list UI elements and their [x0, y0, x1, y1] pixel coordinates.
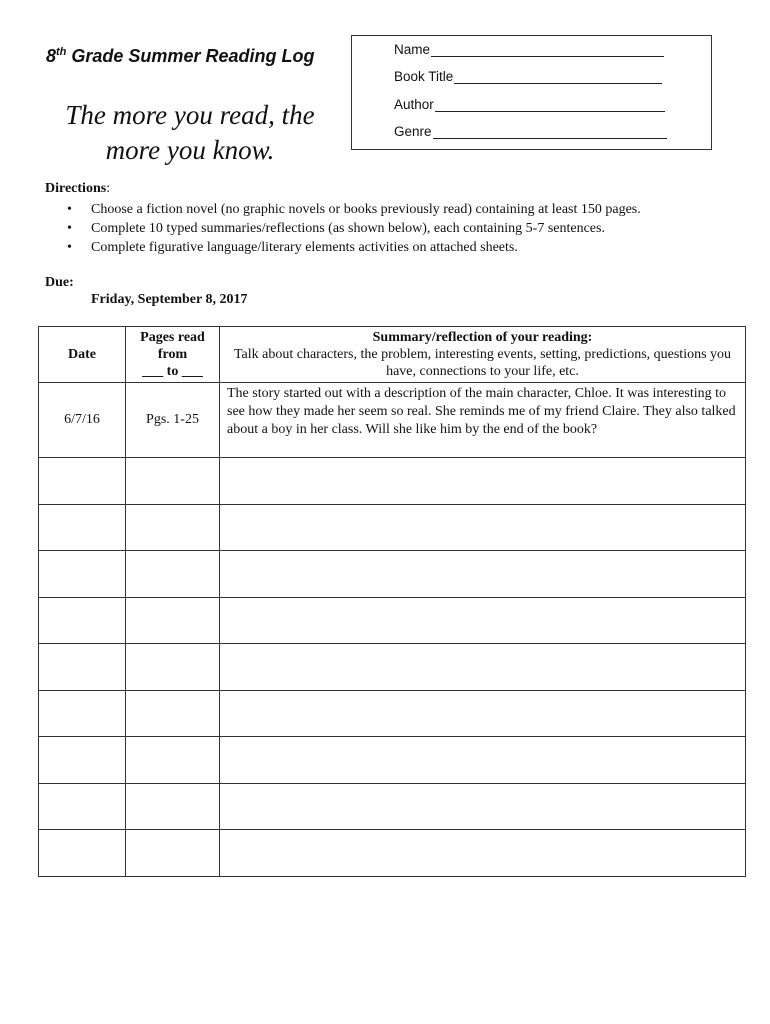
summary-cell[interactable]	[220, 644, 746, 691]
date-cell[interactable]	[39, 830, 126, 877]
book-title-field[interactable]	[394, 69, 662, 84]
table-row	[39, 597, 746, 644]
student-info-box	[351, 35, 712, 150]
genre-field[interactable]	[394, 124, 667, 139]
date-cell[interactable]	[39, 504, 126, 551]
table-row	[39, 690, 746, 737]
table-row	[39, 783, 746, 830]
pages-cell[interactable]	[126, 504, 220, 551]
date-cell[interactable]	[39, 458, 126, 505]
pages-cell[interactable]	[126, 690, 220, 737]
summary-cell[interactable]	[220, 551, 746, 598]
pages-cell[interactable]	[126, 644, 220, 691]
table-row	[39, 830, 746, 877]
due-label: Due:	[45, 275, 74, 290]
table-row	[39, 504, 746, 551]
summary-cell[interactable]	[220, 458, 746, 505]
directions-heading: Directions:	[45, 181, 111, 196]
summary-cell[interactable]	[220, 830, 746, 877]
page-title: 8th Grade Summer Reading Log	[46, 46, 315, 66]
author-field[interactable]	[394, 97, 665, 112]
directions-item: • Choose a fiction novel (no graphic novels or books previously read) containing at least 150 pages.	[67, 200, 641, 219]
genre-line	[433, 124, 667, 139]
genre-label: Genre	[394, 124, 432, 139]
summary-cell[interactable]	[220, 783, 746, 830]
due-date: Friday, September 8, 2017	[91, 292, 248, 307]
summary-cell[interactable]	[220, 690, 746, 737]
date-cell[interactable]	[39, 644, 126, 691]
pages-cell[interactable]	[126, 830, 220, 877]
example-row	[39, 383, 746, 458]
date-cell[interactable]	[39, 597, 126, 644]
date-column-header: Date	[39, 327, 126, 383]
example-summary: The story started out with a description of the main character, Chloe. It was interesting to see how they made her seem so real. She reminds me of my friend Claire. They also talked about a boy in her class. Will she like him by the end of the book?	[220, 383, 746, 458]
pages-column-header: Pages read from ___ to ___	[126, 327, 220, 383]
summary-cell[interactable]	[220, 737, 746, 784]
date-cell[interactable]	[39, 783, 126, 830]
pages-cell[interactable]	[126, 458, 220, 505]
summary-column-header: Summary/reflection of your reading: Talk about characters, the problem, interesting events, setting, predictions, questions you have, connections to your life, etc.	[220, 327, 746, 383]
author-label: Author	[394, 97, 434, 112]
pages-cell[interactable]	[126, 737, 220, 784]
name-line	[431, 42, 664, 57]
summary-cell[interactable]	[220, 504, 746, 551]
table-row	[39, 737, 746, 784]
directions-item: • Complete figurative language/literary elements activities on attached sheets.	[67, 238, 641, 257]
author-line	[435, 97, 665, 112]
book-title-line	[454, 69, 662, 84]
pages-cell[interactable]	[126, 597, 220, 644]
name-label: Name	[394, 42, 431, 57]
pages-cell[interactable]	[126, 783, 220, 830]
directions-list	[67, 200, 641, 257]
book-title-label: Book Title	[394, 69, 454, 84]
date-cell[interactable]	[39, 737, 126, 784]
table-header-row	[39, 327, 746, 383]
reading-log-table	[38, 326, 746, 877]
pages-cell[interactable]	[126, 551, 220, 598]
example-pages: Pgs. 1-25	[126, 383, 220, 458]
motto: The more you read, the more you know.	[65, 100, 315, 165]
table-row	[39, 458, 746, 505]
date-cell[interactable]	[39, 690, 126, 737]
example-date: 6/7/16	[39, 383, 126, 458]
table-row	[39, 551, 746, 598]
directions-item: • Complete 10 typed summaries/reflections (as shown below), each containing 5-7 sentences.	[67, 219, 641, 238]
summary-cell[interactable]	[220, 597, 746, 644]
table-row	[39, 644, 746, 691]
date-cell[interactable]	[39, 551, 126, 598]
name-field[interactable]	[394, 42, 664, 57]
